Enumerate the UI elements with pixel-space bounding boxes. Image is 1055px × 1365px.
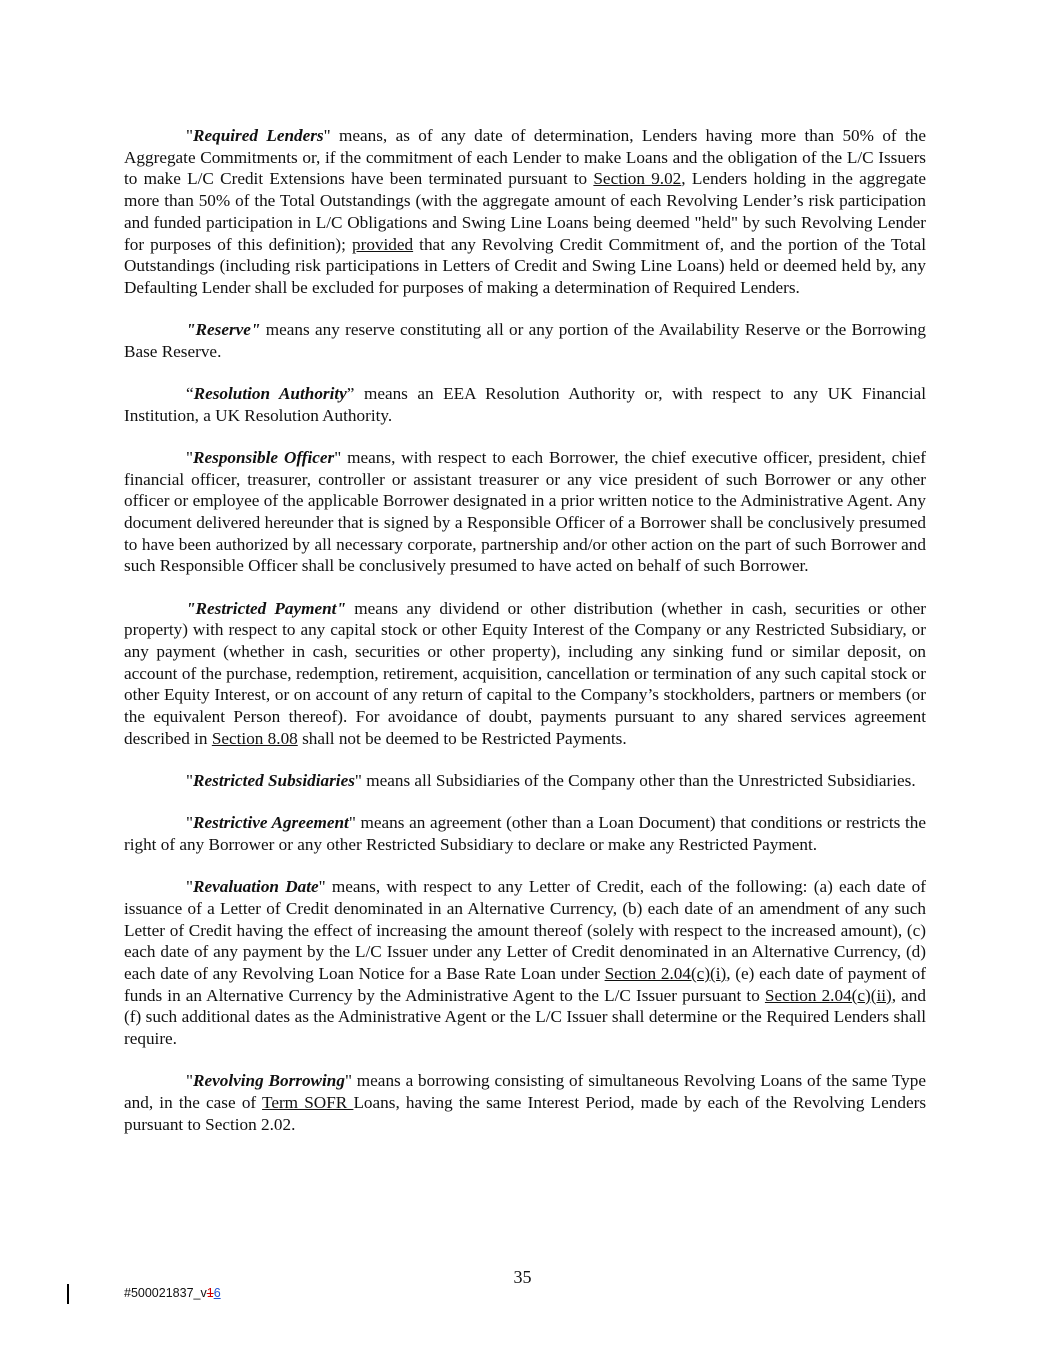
inserted-version: 6 [213,1286,221,1300]
defined-term: Restricted Subsidiaries [193,771,355,791]
defined-term: Restrictive Agreement [193,813,349,833]
document-id-footer [124,1286,221,1300]
definition-revolving-borrowing: "Revolving Borrowing" means a borrowing consisting of simultaneous Revolving Loans of the same Type and, in the case of Term SOFR Loans, having the same Interest Period, made by each of the Revolving Lenders pursuant to Section 2.02. [124,1071,927,1134]
section-reference: Section 2.04(c)(ii) [764,985,892,1005]
defined-term: Revaluation Date [193,877,319,897]
defined-term: Responsible Officer [193,447,335,467]
section-reference: Section 9.02 [593,169,682,189]
definition-restricted-payment: "Restricted Payment" means any dividend or other distribution (whether in cash, securities or other property) with respect to any capital stock or other Equity Interest of the Company or any Restricted Subsidiary, or any payment (whether in cash, securities or other property), including any sinking fund or similar deposit, on account of the purchase, redemption, retirement, acquisition, cancellation or termination of any such capital stock or other Equity Interest, or on account of any return of capital to the Company’s stockholders, partners or members (or the equivalent Person thereof). For avoidance of doubt, payments pursuant to any shared services agreement described in Section 8.08 shall not be deemed to be Restricted Payments. [124,598,926,748]
doc-id: #500021837_v [124,1286,207,1300]
definition-restricted-subsidiaries: "Restricted Subsidiaries" means all Subsidiaries of the Company other than the Unrestricted Subsidiaries. [186,771,916,791]
defined-term: Revolving Borrowing [193,1071,345,1091]
definition-resolution-authority: “Resolution Authority” means an EEA Resolution Authority or, with respect to any UK Financial Institution, a UK Resolution Authority. [124,384,926,425]
defined-term: "Restricted Payment" [186,598,346,618]
page-number: 35 [513,1267,532,1287]
definition-required-lenders: "Required Lenders" means, as of any date of determination, Lenders having more than 50% of the Aggregate Commitments or, if the commitment of each Lender to make Loans and the obligation of the L/C Issuers to make L/C Credit Extensions have been terminated pursuant to Section 9.02, Lenders holding in the aggregate more than 50% of the Total Outstandings (with the aggregate amount of each Revolving Lender’s risk participation and funded participation in L/C Obligations and Swing Line Loans being deemed "held" by such Revolving Lender for purposes of this definition); provided that any Revolving Credit Commitment of, and the portion of the Total Outstandings (including risk participations in Letters of Credit and Swing Line Loans) held or deemed held by, any Defaulting Lender shall be excluded for purposes of making a determination of Required Lenders. [124,126,927,297]
definition-responsible-officer: "Responsible Officer" means, with respect to each Borrower, the chief executive officer, president, chief financial officer, treasurer, controller or assistant treasurer or any vice president of such Borrower or any other officer or employee of the applicable Borrower designated in a prior written notice to the Administrative Agent. Any document delivered hereunder that is signed by a Responsible Officer of a Borrower shall be conclusively presumed to have been authorized by all necessary corporate, partnership and/or other action on the part of such Borrower and such Responsible Officer shall be conclusively presumed to have acted on behalf of such Borrower. [124,447,926,576]
defined-term: "Reserve" [186,320,261,340]
deleted-version: 1 [206,1286,214,1300]
inserted-text: Term SOFR [262,1093,354,1113]
proviso-reference: provided [352,234,414,254]
section-reference: Section 8.08 [211,728,298,748]
definition-reserve: "Reserve" means any reserve constituting all or any portion of the Availability Reserve or the Borrowing Base Reserve. [124,320,926,361]
definition-revaluation-date: "Revaluation Date" means, with respect to any Letter of Credit, each of the following: (a) each date of issuance of a Letter of Credit denominated in an Alternative Currency, (b) each date of an amendment of any such Letter of Credit having the effect of increasing the amount thereof (solely with respect to the increased amount), (c) each date of any payment by the L/C Issuer under any Letter of Credit denominated in an Alternative Currency, (d) each date of any Revolving Loan Notice for a Base Rate Loan under Section 2.04(c)(i), (e) each date of payment of funds in an Alternative Currency by the Administrative Agent to the L/C Issuer pursuant to Section 2.04(c)(ii), and (f) such additional dates as the Administrative Agent or the L/C Issuer shall determine or the Required Lenders shall require. [124,877,927,1049]
document-body [124,125,926,1156]
defined-term: Required Lenders [193,126,324,145]
section-reference: Section 2.04(c)(i) [604,964,727,983]
definition-restrictive-agreement: "Restrictive Agreement" means an agreement (other than a Loan Document) that conditions or restricts the right of any Borrower or any other Restricted Subsidiary to declare or make any Restricted Payment. [124,813,927,854]
defined-term: Resolution Authority [193,384,347,404]
change-bar [67,1284,69,1304]
